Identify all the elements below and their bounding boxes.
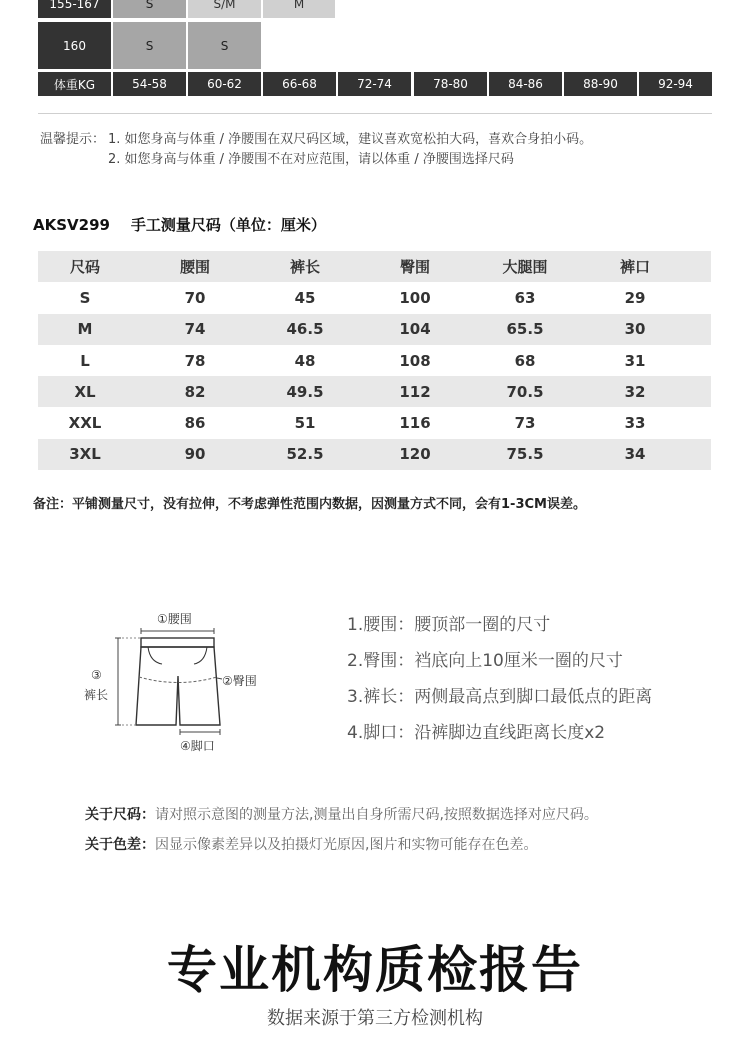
table-cell: 33 [624,414,646,433]
measurement-note: 备注：平铺测量尺寸，没有拉伸，不考虑弹性范围内数据，因测量方式不同，会有1-3CM误差。 [33,497,586,512]
about-color-text: 因显示像素差异以及拍摄灯光原因,图片和实物可能存在色差。 [155,837,538,853]
weight-text: 88-90 [583,77,618,91]
table-cell: 86 [184,414,206,433]
weight-cell [414,72,487,96]
table-cell: S [79,288,91,307]
table-cell: 70 [184,288,206,307]
height-label: 160 [63,38,86,53]
col-header: 裤长 [289,258,321,277]
hem-label: ④脚口 [180,739,215,753]
table-cell: 51 [294,414,316,433]
definition-length: 3.裤长：两侧最高点到脚口最低点的距离 [347,687,653,707]
table-cell: 52.5 [286,445,324,464]
height-label: 155-167 [49,0,100,11]
table-cell: 100 [399,288,431,307]
table-cell: 73 [514,414,536,433]
table-cell: XL [74,382,96,401]
size-cell-text: S/M [213,0,236,11]
col-header: 大腿围 [502,258,548,277]
table-cell: 31 [624,351,646,370]
definition-hem: 4.脚口：沿裤脚边直线距离长度x2 [347,723,606,743]
table-cell: 45 [294,288,316,307]
about-color-label: 关于色差： [85,837,155,853]
table-cell: 90 [184,445,206,464]
definition-waist: 1.腰围：腰顶部一圈的尺寸 [347,615,551,635]
table-cell: 78 [184,351,206,370]
table-cell: 75.5 [506,445,544,464]
table-cell: 3XL [69,445,101,464]
tips-label: 温馨提示： [40,132,106,147]
table-cell: M [77,320,93,339]
table-cell: 30 [624,320,646,339]
table-cell: 65.5 [506,320,544,339]
weight-text: 72-74 [357,77,392,91]
about-size-text: 请对照示意图的测量方法,测量出自身所需尺码,按照数据选择对应尺码。 [155,807,598,823]
table-cell: 112 [399,382,431,401]
shorts-drawing [0,0,300,760]
table-cell: 120 [399,445,431,464]
table-cell: 104 [399,320,431,339]
table-title: AKSV299 手工测量尺码（单位：厘米） [33,216,326,234]
weight-text: 60-62 [207,77,242,91]
table-cell: 29 [624,288,646,307]
table-cell: 116 [399,414,431,433]
weight-text: 92-94 [658,77,693,91]
col-header: 裤口 [619,258,651,277]
table-cell: 46.5 [286,320,324,339]
weight-cell [489,72,562,96]
weight-text: 66-68 [282,77,317,91]
table-cell: XXL [68,414,102,433]
definition-hip: 2.臀围：裆底向上10厘米一圈的尺寸 [347,651,623,671]
weight-text: 54-58 [132,77,167,91]
weight-cell [338,72,411,96]
col-header: 尺码 [69,258,101,277]
table-cell: 32 [624,382,646,401]
table-cell: 68 [514,351,536,370]
weight-text: 78-80 [433,77,468,91]
tip-item: 1. 如您身高与体重 / 净腰围在双尺码区域，建议喜欢宽松拍大码，喜欢合身拍小码。 [108,132,593,147]
about-size-label: 关于尺码： [85,807,155,823]
tip-item: 2. 如您身高与体重 / 净腰围不在对应范围，请以体重 / 净腰围选择尺码 [108,152,514,167]
size-cell-text: S [145,0,154,11]
size-cell-text: S [145,38,154,53]
length-number: ③ [91,668,102,682]
table-cell: 74 [184,320,206,339]
table-cell: 70.5 [506,382,544,401]
col-header: 腰围 [179,258,211,277]
table-cell: 49.5 [286,382,324,401]
size-cell-text: S [220,38,229,53]
table-cell: 63 [514,288,536,307]
weight-text: 84-86 [508,77,543,91]
table-cell: 82 [184,382,206,401]
about-color [85,834,537,854]
report-title: 专业机构质检报告 [167,941,583,999]
hip-label: ②臀围 [222,674,257,688]
table-cell: L [80,351,90,370]
report-subtitle: 数据来源于第三方检测机构 [267,1008,483,1029]
table-cell: 34 [624,445,646,464]
length-label: 裤长 [84,688,109,702]
col-header: 臀围 [399,258,431,277]
table-cell: 108 [399,351,431,370]
weight-cell [639,72,712,96]
table-cell: 48 [294,351,316,370]
weight-header-text: 体重KG [53,77,96,92]
about-size [85,804,598,824]
weight-cell [564,72,637,96]
waist-label: ①腰围 [157,612,192,626]
size-cell-text: M [293,0,305,11]
